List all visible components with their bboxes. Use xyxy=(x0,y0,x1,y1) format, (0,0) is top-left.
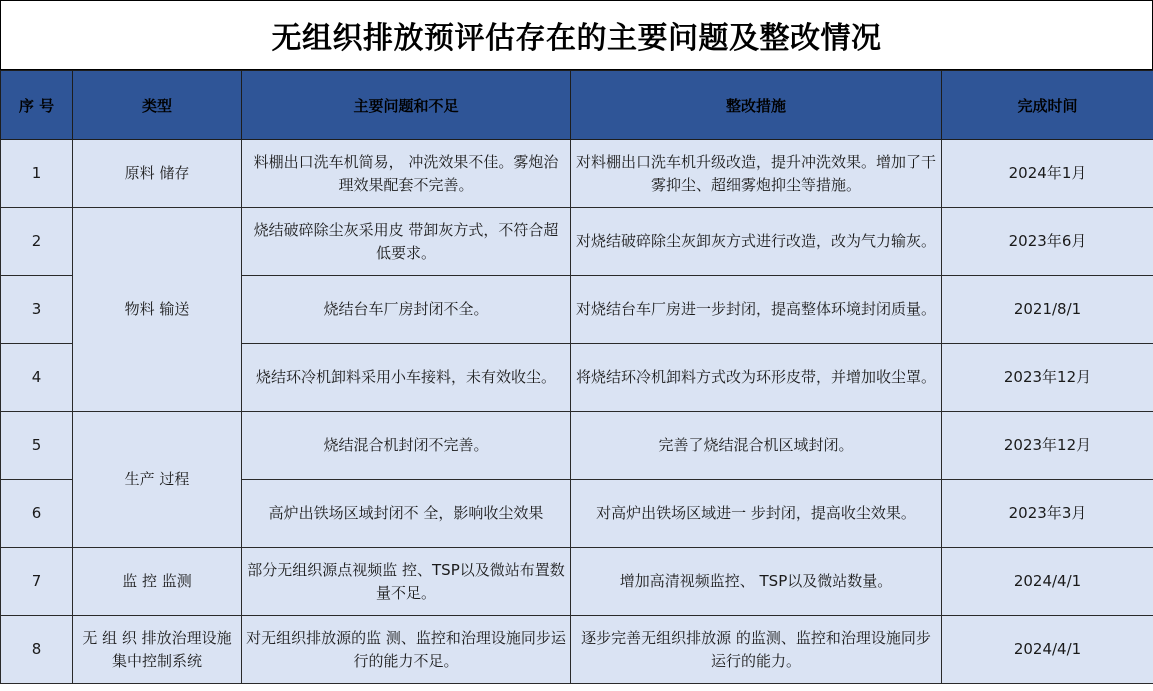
cell-type: 物料 输送 xyxy=(73,208,242,412)
cell-problem: 高炉出铁场区域封闭不 全，影响收尘效果 xyxy=(242,480,571,548)
cell-measure: 对高炉出铁场区域进一 步封闭，提高收尘效果。 xyxy=(571,480,942,548)
cell-seq: 6 xyxy=(1,480,73,548)
header-problem: 主要问题和不足 xyxy=(242,71,571,140)
cell-seq: 7 xyxy=(1,548,73,616)
cell-type: 生产 过程 xyxy=(73,412,242,548)
issues-table xyxy=(0,70,1153,684)
cell-problem: 烧结混合机封闭不完善。 xyxy=(242,412,571,480)
cell-measure: 完善了烧结混合机区域封闭。 xyxy=(571,412,942,480)
header-row xyxy=(1,71,1153,140)
cell-measure: 对烧结台车厂房进一步封闭，提高整体环境封闭质量。 xyxy=(571,276,942,344)
cell-measure: 对料棚出口洗车机升级改造，提升冲洗效果。增加了干雾抑尘、超细雾炮抑尘等措施。 xyxy=(571,140,942,208)
page-title: 无组织排放预评估存在的主要问题及整改情况 xyxy=(0,0,1153,70)
cell-time: 2021/8/1 xyxy=(942,276,1153,344)
cell-problem: 对无组织排放源的监 测、监控和治理设施同步运行的能力不足。 xyxy=(242,616,571,684)
table-row xyxy=(1,548,1153,616)
cell-seq: 1 xyxy=(1,140,73,208)
cell-seq: 8 xyxy=(1,616,73,684)
cell-problem: 部分无组织源点视频监 控、TSP以及微站布置数量不足。 xyxy=(242,548,571,616)
cell-time: 2023年3月 xyxy=(942,480,1153,548)
cell-time: 2023年12月 xyxy=(942,412,1153,480)
table-row xyxy=(1,412,1153,480)
cell-measure: 对烧结破碎除尘灰卸灰方式进行改造，改为气力输灰。 xyxy=(571,208,942,276)
header-seq: 序 号 xyxy=(1,71,73,140)
cell-measure: 逐步完善无组织排放源 的监测、监控和治理设施同步运行的能力。 xyxy=(571,616,942,684)
cell-seq: 4 xyxy=(1,344,73,412)
header-type: 类型 xyxy=(73,71,242,140)
cell-time: 2024/4/1 xyxy=(942,548,1153,616)
cell-time: 2024年1月 xyxy=(942,140,1153,208)
table-row xyxy=(1,616,1153,684)
cell-seq: 5 xyxy=(1,412,73,480)
cell-type: 监 控 监测 xyxy=(73,548,242,616)
table-row xyxy=(1,208,1153,276)
cell-time: 2024/4/1 xyxy=(942,616,1153,684)
cell-measure: 将烧结环冷机卸料方式改为环形皮带，并增加收尘罩。 xyxy=(571,344,942,412)
cell-type: 原料 储存 xyxy=(73,140,242,208)
header-time: 完成时间 xyxy=(942,71,1153,140)
cell-type: 无 组 织 排放治理设施集中控制系统 xyxy=(73,616,242,684)
cell-time: 2023年6月 xyxy=(942,208,1153,276)
cell-problem: 烧结台车厂房封闭不全。 xyxy=(242,276,571,344)
cell-time: 2023年12月 xyxy=(942,344,1153,412)
cell-seq: 2 xyxy=(1,208,73,276)
cell-measure: 增加高清视频监控、 TSP以及微站数量。 xyxy=(571,548,942,616)
cell-problem: 烧结环冷机卸料采用小车接料，未有效收尘。 xyxy=(242,344,571,412)
cell-problem: 烧结破碎除尘灰采用皮 带卸灰方式，不符合超 低要求。 xyxy=(242,208,571,276)
table-row xyxy=(1,140,1153,208)
header-measure: 整改措施 xyxy=(571,71,942,140)
cell-seq: 3 xyxy=(1,276,73,344)
cell-problem: 料棚出口洗车机简易， 冲洗效果不佳。雾炮治 理效果配套不完善。 xyxy=(242,140,571,208)
